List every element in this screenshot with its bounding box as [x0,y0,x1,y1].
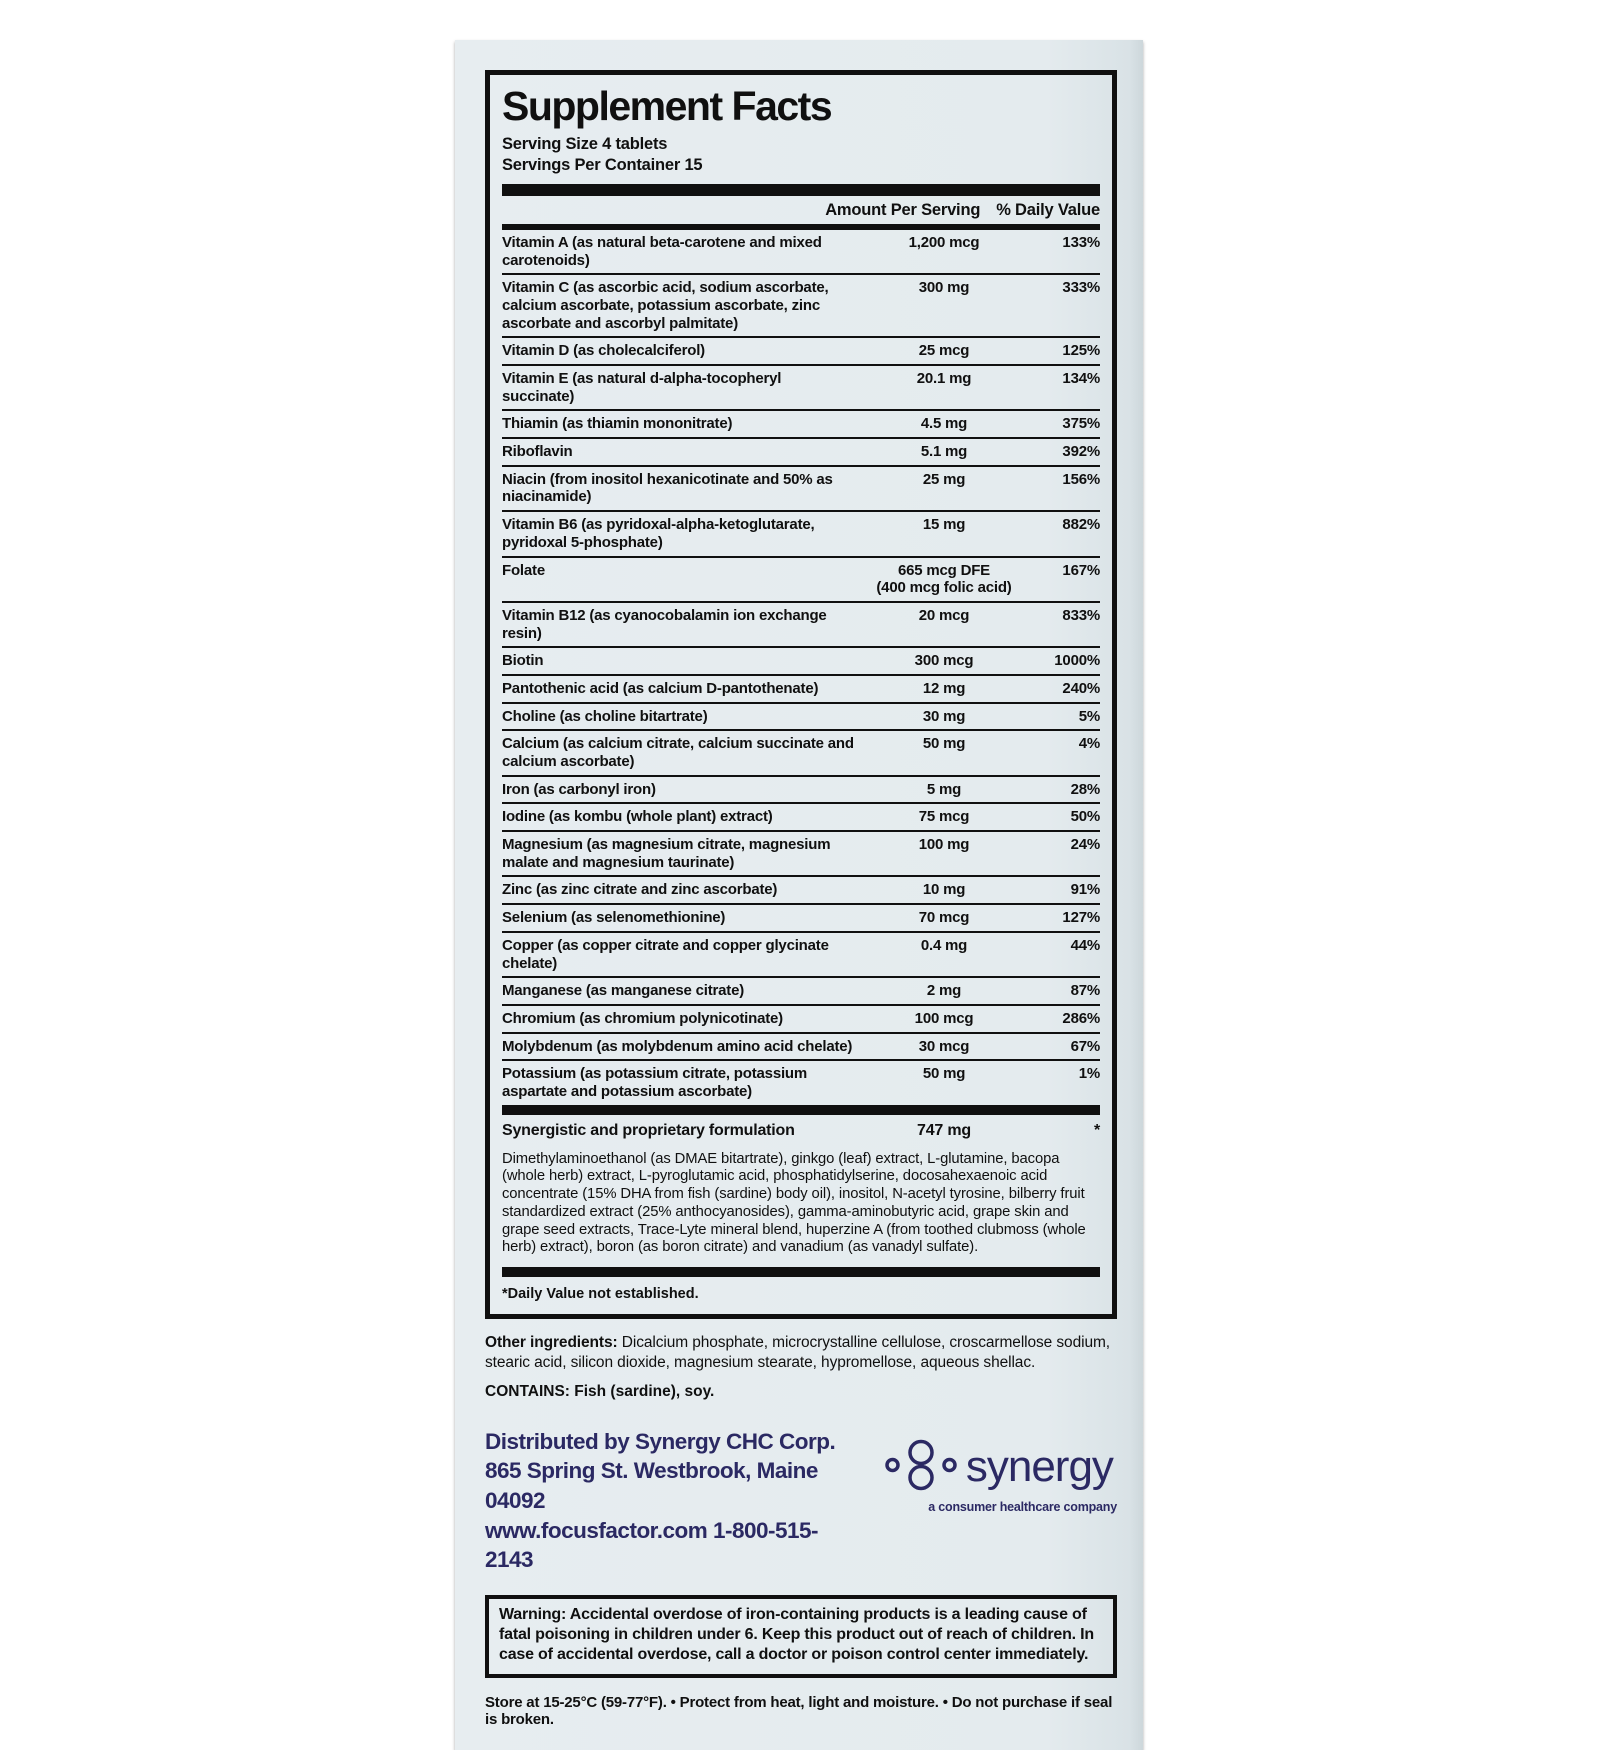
nutrient-amount: 1,200 mcg [908,233,980,251]
synergy-tagline: a consumer healthcare company [928,1499,1117,1514]
nutrient-amount: 20.1 mg [916,370,972,388]
nutrient-row [502,702,1100,730]
nutrient-amount: 30 mg [922,707,966,725]
nutrient-amount: 300 mg [918,279,970,297]
other-ingredients-text: Dicalcium phosphate, microcrystalline cellulose, croscarmellose sodium, stearic acid, silicon dioxide, magnesium stearate, hypromellose, aqueous shellac. [485,1334,1110,1371]
nutrient-daily-value: 1% [1078,1065,1100,1083]
warning-box [485,1595,1117,1677]
blend-daily-value: * [1093,1121,1100,1139]
nutrient-row [502,230,1100,273]
warning-text: Accidental overdose of iron-containing products is a leading cause of fatal poisoning in children under 6. Keep this product out of reach of children. In case of accidental overdose, call a doctor or poison control center immediately. [499,1606,1094,1664]
nutrient-daily-value: 28% [1070,780,1100,798]
servings-per-container: Servings Per Container 15 [502,156,703,175]
nutrient-amount: 12 mg [922,679,966,697]
nutrient-name: Selenium (as selenomethionine) [502,909,726,927]
nutrient-row [502,830,1100,875]
nutrient-name: Niacin (from inositol hexanicotinate and 50% as niacinamide) [502,470,833,506]
nutrient-row [502,465,1100,510]
nutrient-row [502,875,1100,903]
nutrient-daily-value: 333% [1062,279,1100,297]
nutrient-daily-value: 125% [1062,342,1100,360]
nutrient-row [502,802,1100,830]
nutrient-amount: 25 mg [922,470,966,488]
nutrient-amount: 0.4 mg [920,936,968,954]
nutrient-daily-value: 5% [1078,707,1100,725]
nutrient-row [502,903,1100,931]
nutrient-name: Riboflavin [502,443,573,461]
supplement-facts-panel [485,70,1117,1319]
nutrient-name: Biotin [502,652,544,670]
storage-instructions: Store at 15-25°C (59-77°F). • Protect from heat, light and moisture. • Do not purchase if seal is broken. [485,1693,1113,1728]
nutrient-row [502,729,1100,774]
nutrient-row [502,364,1100,409]
nutrient-name: Choline (as choline bitartrate) [502,707,708,725]
nutrient-amount: 75 mcg [918,808,970,826]
nutrient-amount: 665 mcg DFE (400 mcg folic acid) [876,561,1012,597]
serving-size: Serving Size 4 tablets [502,135,668,154]
nutrient-name: Vitamin B12 (as cyanocobalamin ion exchange resin) [502,606,827,642]
nutrient-amount: 20 mcg [918,606,970,624]
nutrient-name: Pantothenic acid (as calcium D-pantothenate) [502,679,819,697]
warning-label: Warning: [499,1606,567,1624]
nutrient-row [502,1032,1100,1060]
other-ingredients [485,1333,1117,1373]
nutrient-name: Iodine (as kombu (whole plant) extract) [502,808,773,826]
nutrient-amount: 25 mcg [918,342,970,360]
nutrient-daily-value: 133% [1062,233,1100,251]
distributor-block [485,1427,1117,1575]
nutrient-name: Calcium (as calcium citrate, calcium succinate and calcium ascorbate) [502,735,854,771]
nutrient-name: Magnesium (as magnesium citrate, magnesium malate and magnesium taurinate) [502,836,831,871]
nutrient-daily-value: 375% [1062,415,1100,433]
nutrient-daily-value: 127% [1062,909,1100,927]
nutrient-name: Vitamin B6 (as pyridoxal-alpha-ketoglutarate, pyridoxal 5-phosphate) [502,516,815,551]
blend-description: Dimethylaminoethanol (as DMAE bitartrate), ginkgo (leaf) extract, L-glutamine, bacopa (whole herb) extract, L-pyroglutamic acid, phosphatidylserine, docosahexaenoic acid concentrate (15% DHA from fish (sardine) body oil), inositol, N-acetyl tyrosine, bilberry fruit standardized extract (25% anthocyanosides), gamma-aminobutyric acid, grape skin and grape seed extracts, Trace-Lyte mineral blend, huperzine A (from toothed clubmoss (whole herb) extract), boron (as boron citrate) and vanadium (as vanadyl sulfate). [502,1150,1086,1256]
nutrient-daily-value: 24% [1070,836,1100,854]
nutrient-name: Manganese (as manganese citrate) [502,982,745,1000]
nutrient-amount: 50 mg [922,1065,966,1083]
nutrient-row [502,510,1100,555]
nutrient-name: Vitamin A (as natural beta-carotene and mixed carotenoids) [502,233,822,269]
nutrient-amount: 10 mg [922,881,966,899]
panel-title: Supplement Facts [502,83,832,129]
nutrient-name: Potassium (as potassium citrate, potassium aspartate and potassium ascorbate) [502,1065,808,1100]
nutrient-daily-value: 4% [1078,735,1100,753]
blend-amount: 747 mg [917,1121,971,1139]
nutrient-amount: 100 mg [918,836,970,854]
nutrient-name: Iron (as carbonyl iron) [502,780,656,798]
nutrient-row [502,931,1100,976]
distributor-info [485,1427,860,1575]
nutrient-amount: 70 mcg [918,909,970,927]
nutrient-daily-value: 44% [1070,936,1100,954]
nutrient-daily-value: 156% [1062,470,1100,488]
nutrient-name: Vitamin D (as cholecalciferol) [502,342,705,360]
nutrient-daily-value: 50% [1070,808,1100,826]
nutrient-daily-value: 67% [1070,1037,1100,1055]
nutrient-amount: 100 mcg [914,1009,974,1027]
nutrient-row [502,556,1100,601]
nutrient-name: Copper (as copper citrate and copper glycinate chelate) [502,936,829,972]
column-headers [502,196,1100,224]
column-header-amount: Amount Per Serving [825,200,981,219]
nutrient-row [502,976,1100,1004]
divider-thick-top [502,184,1100,196]
nutrient-daily-value: 882% [1062,516,1100,534]
divider-thick-blend [502,1105,1100,1115]
nutrient-daily-value: 87% [1070,982,1100,1000]
nutrient-name: Folate [502,561,545,579]
other-ingredients-label: Other ingredients: [485,1334,618,1352]
nutrient-row [502,437,1100,465]
nutrient-name: Chromium (as chromium polynicotinate) [502,1009,783,1027]
nutrient-daily-value: 833% [1062,606,1100,624]
proprietary-blend-row [502,1115,1100,1145]
distributor-line3: www.focusfactor.com 1-800-515-2143 [485,1517,819,1573]
nutrient-daily-value: 91% [1070,881,1100,899]
nutrient-name: Molybdenum (as molybdenum amino acid chelate) [502,1037,853,1055]
daily-value-footnote: *Daily Value not established. [502,1286,699,1303]
nutrient-name: Vitamin C (as ascorbic acid, sodium ascorbate, calcium ascorbate, potassium ascorbate, zinc ascorbate and ascorbyl palmitate) [502,279,829,332]
divider-thick-bottom [502,1267,1100,1277]
nutrient-row [502,1059,1100,1104]
contains-statement: CONTAINS: Fish (sardine), soy. [485,1382,715,1400]
nutrient-daily-value: 392% [1062,443,1100,461]
nutrient-name: Zinc (as zinc citrate and zinc ascorbate) [502,881,778,899]
synergy-logo-icon [884,1437,958,1498]
nutrient-amount: 4.5 mg [920,415,968,433]
nutrient-row [502,775,1100,803]
synergy-wordmark: synergy [965,1442,1113,1492]
nutrient-row [502,1004,1100,1032]
nutrient-amount: 2 mg [926,982,962,1000]
nutrient-amount: 50 mg [922,735,966,753]
nutrient-daily-value: 167% [1062,561,1100,579]
nutrient-amount: 5.1 mg [920,443,968,461]
nutrient-row [502,601,1100,646]
distributor-line2: 865 Spring St. Westbrook, Maine 04092 [485,1458,818,1514]
nutrient-amount: 5 mg [926,780,962,798]
distributor-line1: Distributed by Synergy CHC Corp. [485,1428,836,1454]
facts-rows [502,230,1100,1105]
nutrient-row [502,336,1100,364]
nutrient-row [502,409,1100,437]
nutrient-daily-value: 286% [1062,1009,1100,1027]
nutrient-amount: 300 mcg [914,652,974,670]
nutrient-name: Thiamin (as thiamin mononitrate) [502,415,733,433]
nutrient-row [502,646,1100,674]
nutrient-row [502,273,1100,336]
supplement-label [455,40,1143,1750]
nutrient-amount: 15 mg [922,516,966,534]
nutrient-name: Vitamin E (as natural d-alpha-tocopheryl succinate) [502,370,782,405]
nutrient-daily-value: 134% [1062,370,1100,388]
nutrient-row [502,674,1100,702]
blend-name: Synergistic and proprietary formulation [502,1121,795,1139]
column-header-daily-value: % Daily Value [996,200,1100,219]
nutrient-daily-value: 1000% [1054,652,1100,670]
nutrient-amount: 30 mcg [918,1037,970,1055]
synergy-logo [884,1437,1117,1514]
nutrient-daily-value: 240% [1062,679,1100,697]
